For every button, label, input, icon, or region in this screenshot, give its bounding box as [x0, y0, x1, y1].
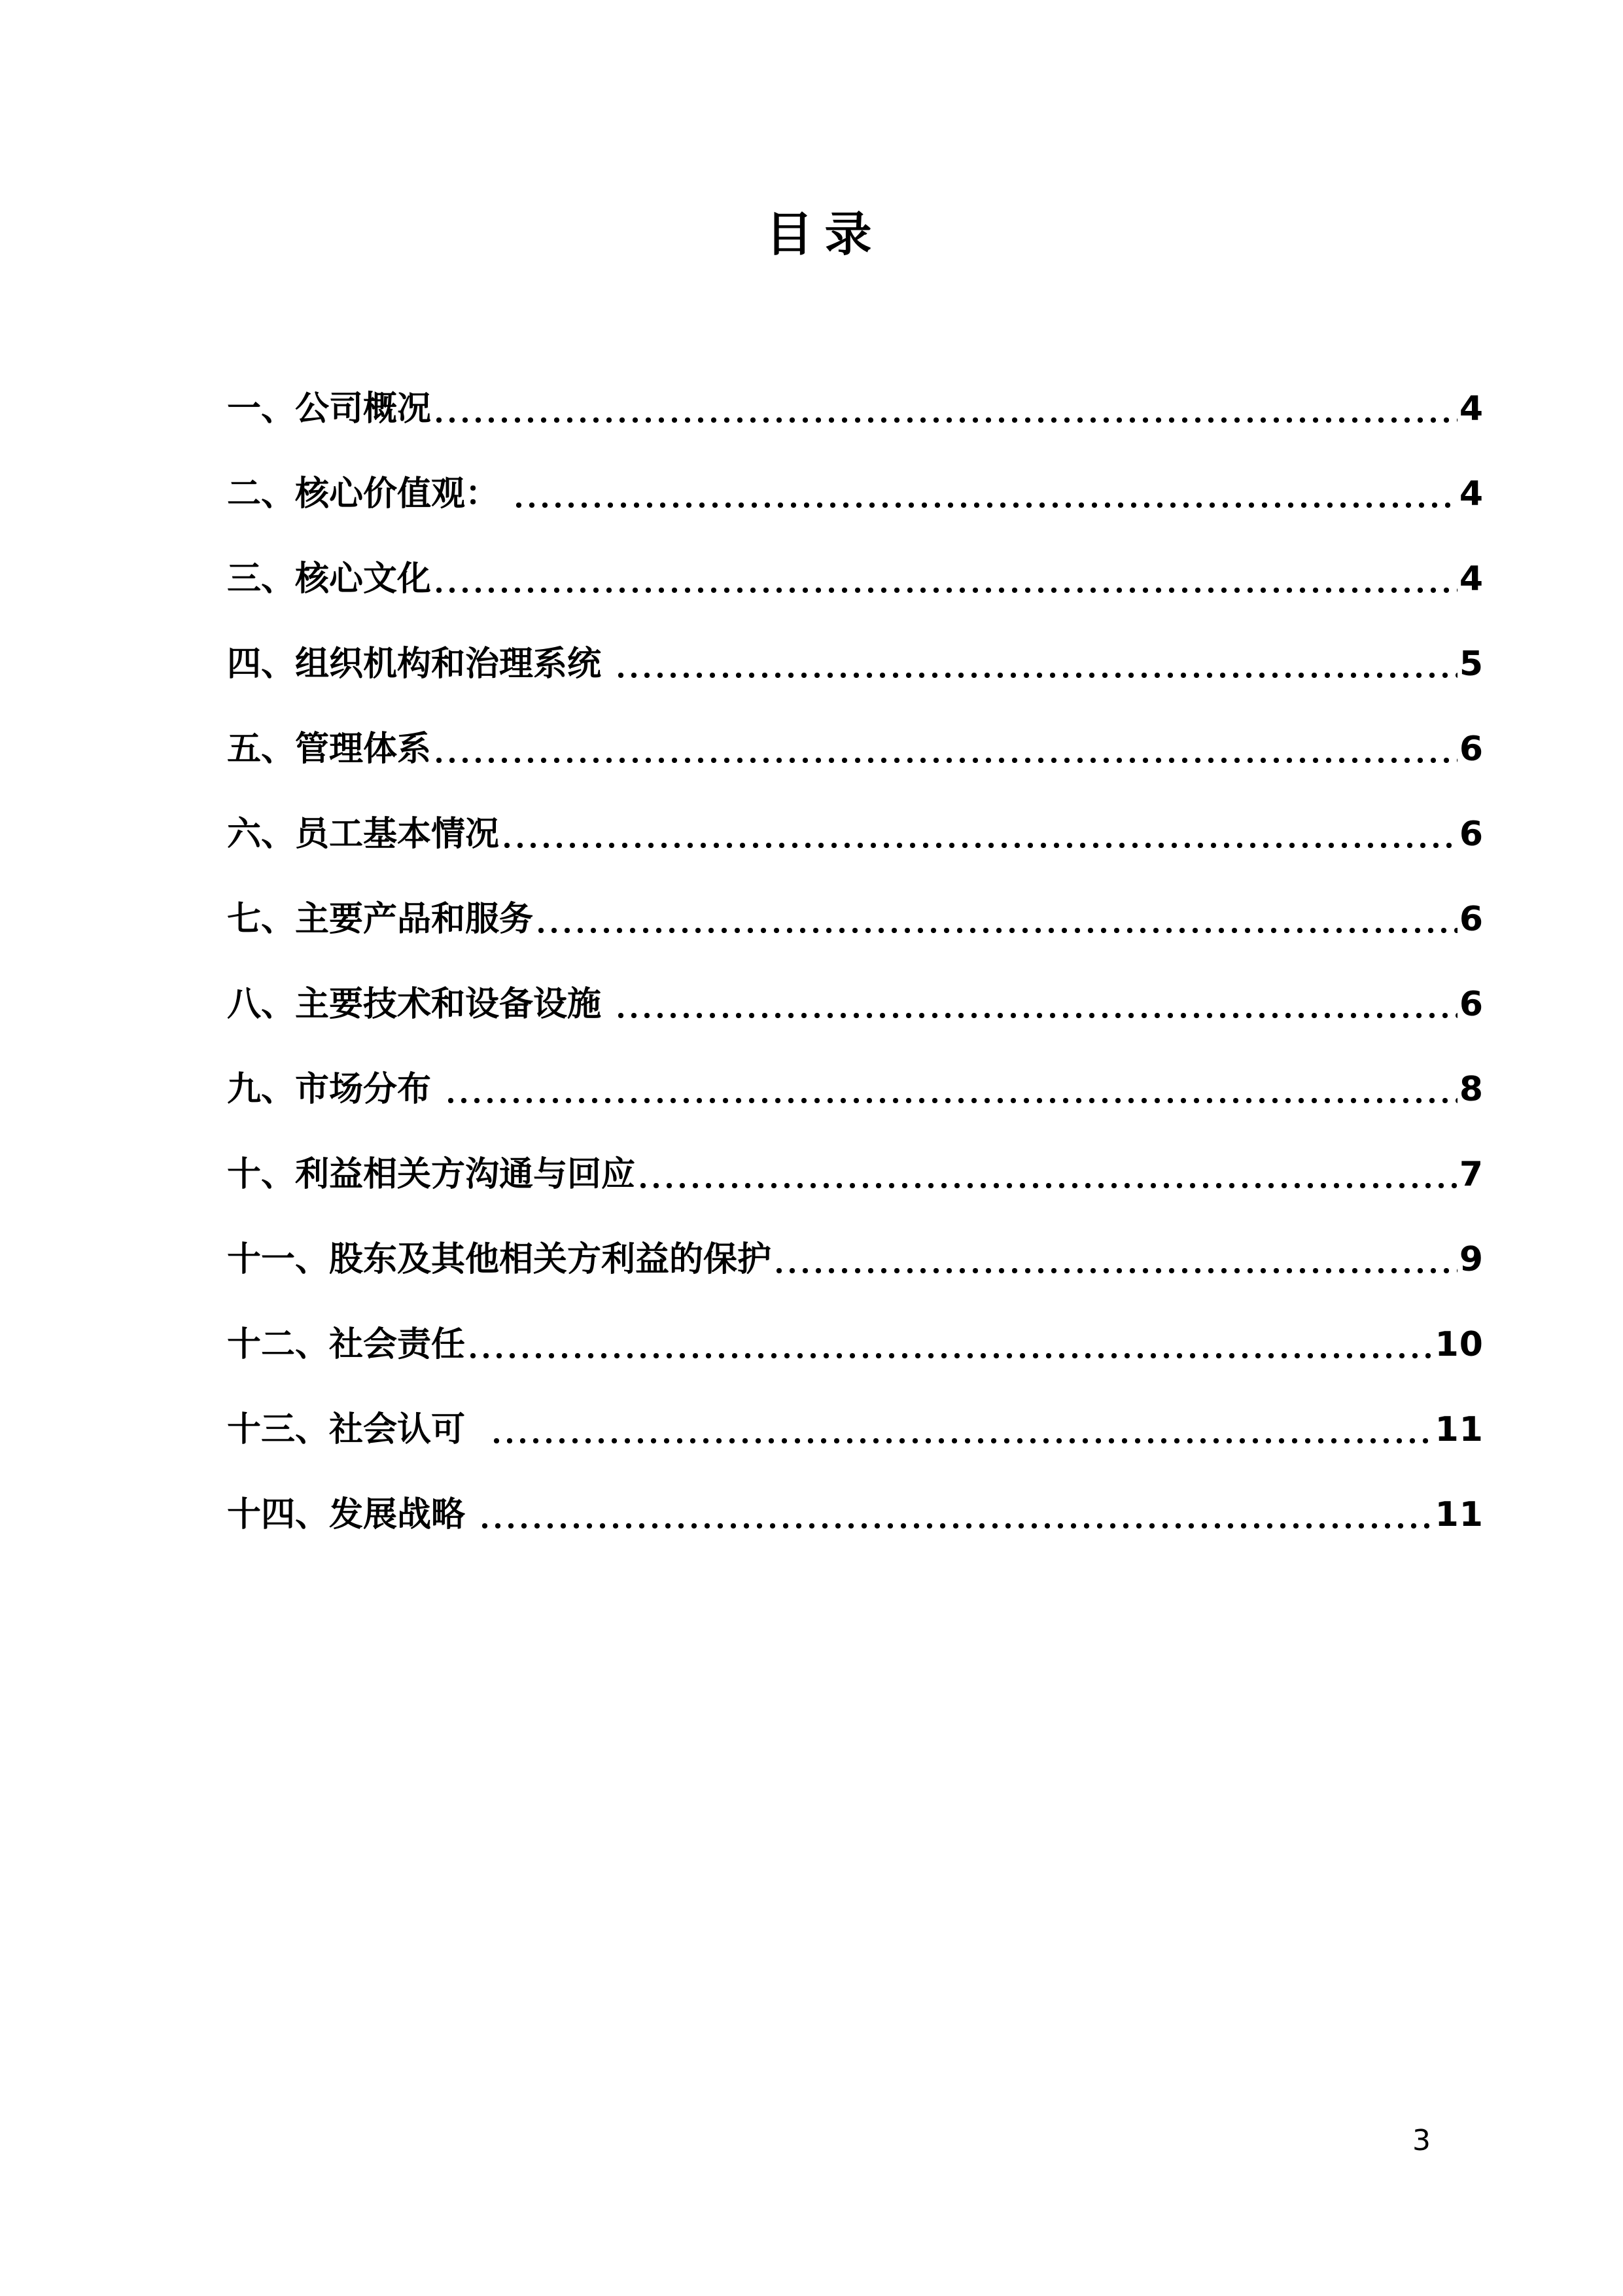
toc-entry-page-number: 6 — [1459, 730, 1484, 769]
dot-leader — [444, 1097, 1457, 1104]
dot-leader — [490, 1438, 1433, 1444]
dot-leader — [512, 502, 1457, 508]
dot-leader — [637, 1182, 1457, 1189]
toc-entry-label: 十四、发展战略 — [227, 1494, 478, 1534]
footer-page-number: 3 — [1412, 2124, 1431, 2157]
dot-leader — [432, 587, 1457, 593]
dot-leader — [466, 1352, 1433, 1359]
table-of-contents — [227, 366, 1484, 1557]
toc-entry[interactable] — [227, 622, 1484, 707]
toc-entry[interactable] — [227, 366, 1484, 451]
toc-entry-page-number: 11 — [1435, 1495, 1484, 1534]
toc-entry[interactable] — [227, 962, 1484, 1047]
toc-entry-page-number: 4 — [1459, 389, 1484, 429]
toc-entry-label: 十三、社会认可 — [227, 1409, 489, 1449]
toc-entry-label: 九、市场分布 — [227, 1069, 444, 1109]
toc-entry-page-number: 6 — [1459, 985, 1484, 1024]
dot-leader — [478, 1523, 1433, 1529]
toc-entry[interactable] — [227, 537, 1484, 622]
toc-entry-label: 三、核心文化 — [227, 559, 432, 599]
page-footer — [1412, 2124, 1431, 2157]
toc-entry-label: 十、利益相关方沟通与回应 — [227, 1154, 636, 1194]
dot-leader — [432, 417, 1457, 423]
toc-entry-page-number: 4 — [1459, 559, 1484, 599]
page-title: 目录 — [765, 206, 884, 262]
toc-entry[interactable] — [227, 1302, 1484, 1387]
dot-leader — [773, 1267, 1457, 1274]
toc-entry-label: 四、组织机构和治理系统 — [227, 644, 614, 684]
toc-entry-label: 六、员工基本情况 — [227, 814, 500, 854]
toc-entry[interactable] — [227, 1217, 1484, 1302]
toc-entry-page-number: 6 — [1459, 900, 1484, 939]
toc-entry[interactable] — [227, 707, 1484, 792]
dot-leader — [500, 842, 1457, 849]
toc-entry[interactable] — [227, 877, 1484, 962]
toc-entry-label: 十二、社会责任 — [227, 1324, 466, 1364]
dot-leader — [614, 672, 1457, 679]
toc-entry[interactable] — [227, 1047, 1484, 1132]
toc-entry[interactable] — [227, 792, 1484, 877]
toc-entry-label: 二、核心价值观： — [227, 474, 512, 514]
toc-entry-label: 一、公司概况 — [227, 389, 432, 429]
toc-entry[interactable] — [227, 1132, 1484, 1217]
toc-entry-page-number: 10 — [1435, 1325, 1484, 1364]
toc-entry-page-number: 8 — [1459, 1070, 1484, 1109]
toc-entry-label: 十一、股东及其他相关方利益的保护 — [227, 1239, 772, 1279]
toc-entry-label: 八、主要技术和设备设施 — [227, 984, 614, 1024]
toc-entry-page-number: 6 — [1459, 815, 1484, 854]
toc-entry-page-number: 4 — [1459, 474, 1484, 514]
toc-entry-page-number: 9 — [1459, 1240, 1484, 1279]
toc-entry[interactable] — [227, 1472, 1484, 1557]
dot-leader — [534, 927, 1457, 934]
dot-leader — [432, 757, 1457, 764]
toc-entry[interactable] — [227, 1387, 1484, 1472]
toc-entry-label: 七、主要产品和服务 — [227, 899, 534, 939]
toc-entry-page-number: 5 — [1459, 645, 1484, 684]
dot-leader — [614, 1012, 1457, 1019]
toc-entry[interactable] — [227, 451, 1484, 537]
toc-entry-label: 五、管理体系 — [227, 729, 432, 769]
toc-entry-page-number: 11 — [1435, 1410, 1484, 1449]
toc-entry-page-number: 7 — [1459, 1155, 1484, 1194]
